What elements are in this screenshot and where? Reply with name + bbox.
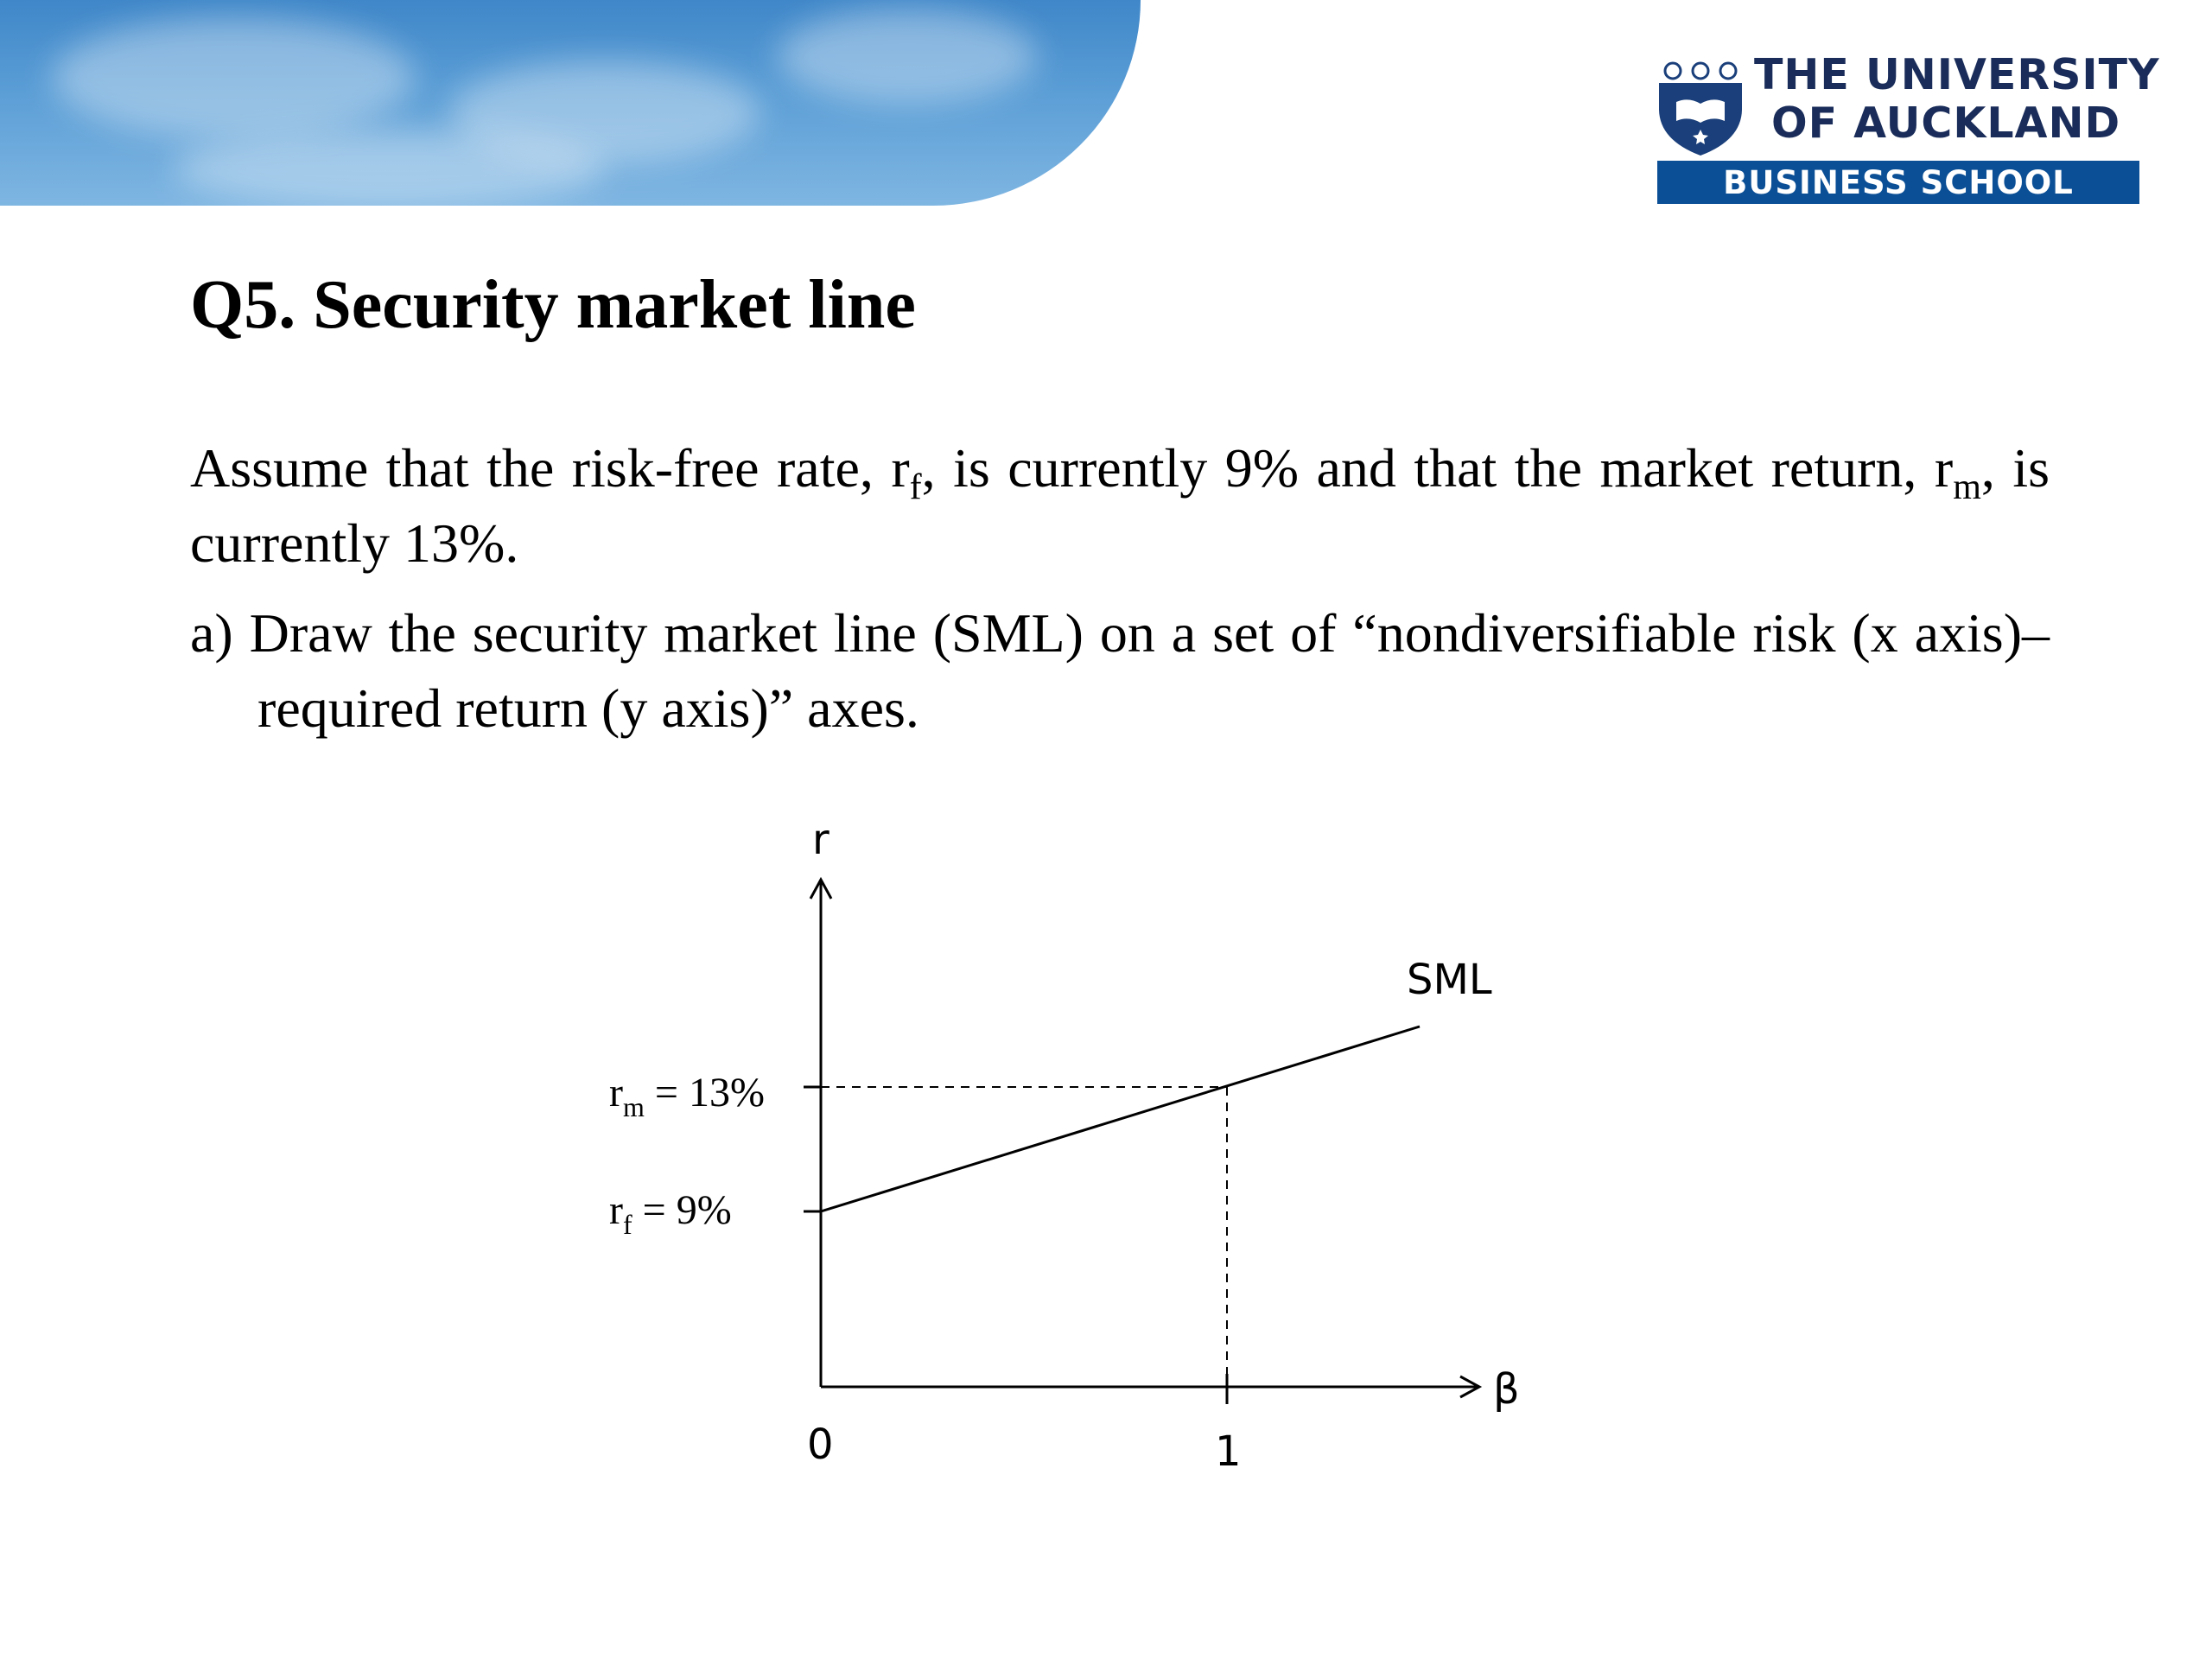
logo-line-1: THE UNIVERSITY: [1754, 50, 2160, 99]
p1-sub-f: f: [909, 467, 922, 507]
y-axis-arrow: [810, 880, 831, 899]
rf-label-rest: = 9%: [632, 1187, 732, 1233]
rm-label-sub: m: [622, 1091, 645, 1122]
rf-label: [609, 1187, 732, 1240]
page-title: Q5. Security market line: [190, 267, 916, 343]
question-a-label: a): [190, 602, 233, 664]
x-axis-label: β: [1493, 1365, 1520, 1414]
sml-line: [821, 1027, 1420, 1211]
rm-label: [609, 1070, 765, 1122]
logo-line-3: BUSINESS SCHOOL: [1723, 163, 2074, 201]
question-a-text: Draw the security market line (SML) on a set of “nondiversifiable risk (x axis)–required return (y axis)” axes.: [249, 602, 2050, 739]
sky-header-image: [0, 0, 1141, 206]
university-logo: [1657, 50, 2160, 206]
problem-paragraph: [190, 430, 2050, 581]
logo-line-2: OF AUCKLAND: [1771, 99, 2121, 148]
p1-text-a: Assume that the risk-free rate, r: [190, 437, 910, 499]
crest-icon: [1657, 57, 1744, 157]
rm-label-rest: = 13%: [644, 1070, 765, 1116]
x-tick-label: 1: [1215, 1427, 1242, 1476]
sml-label: SML: [1407, 956, 1492, 1004]
origin-label: 0: [807, 1421, 834, 1469]
p1-text-b: , is currently 9% and that the market return, r: [921, 437, 1954, 499]
y-axis-label: r: [812, 816, 830, 864]
rf-label-base: r: [609, 1187, 623, 1233]
rm-label-base: r: [609, 1070, 623, 1116]
business-school-bar: [1657, 161, 2139, 204]
x-axis-arrow: [1460, 1376, 1479, 1397]
rf-label-sub: f: [622, 1209, 632, 1240]
p1-sub-m: m: [1953, 467, 1981, 507]
question-a: [190, 595, 2050, 746]
p1-text-c: , is currently 13%.: [190, 437, 2050, 574]
